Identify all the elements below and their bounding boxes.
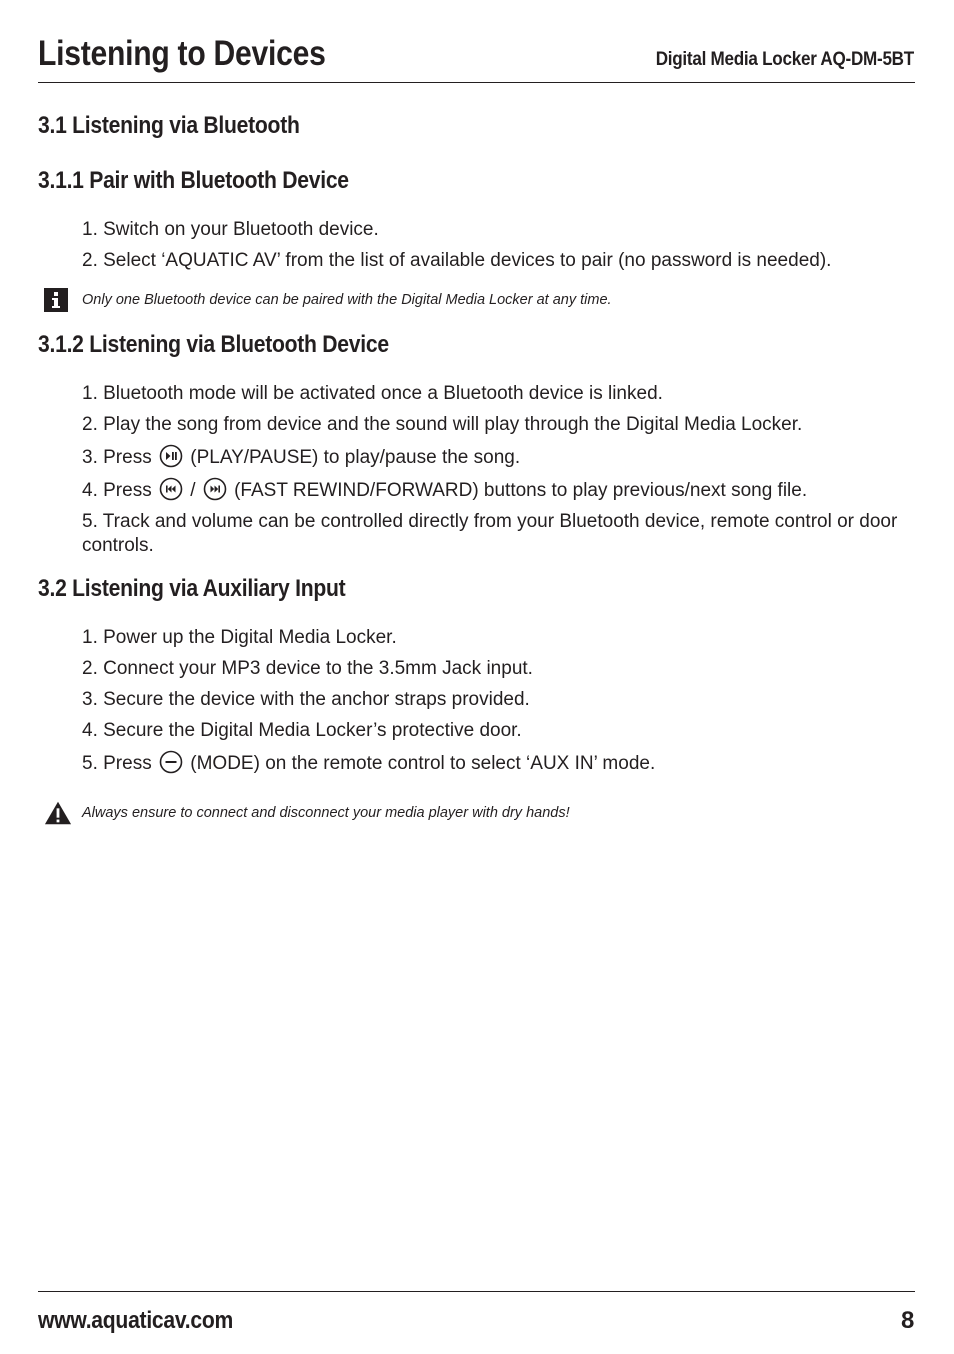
list-item: 1. Switch on your Bluetooth device.	[82, 219, 379, 240]
section-heading-3-1-1: 3.1.1 Pair with Bluetooth Device	[38, 167, 349, 194]
rewind-icon	[159, 477, 183, 501]
mode-description: (MODE) on the remote control to select ‘AUX IN’ mode.	[190, 753, 656, 774]
footer-url: www.aquaticav.com	[38, 1307, 234, 1334]
product-name: Digital Media Locker AQ-DM-5BT	[655, 49, 914, 70]
separator-text: /	[190, 480, 196, 501]
rewind-forward-description: (FAST REWIND/FORWARD) buttons to play previous/next song file.	[234, 480, 808, 501]
warning-note-text: Always ensure to connect and disconnect your media player with dry hands!	[82, 805, 570, 821]
header-divider	[38, 82, 915, 83]
info-note-text: Only one Bluetooth device can be paired with the Digital Media Locker at any time.	[82, 292, 612, 308]
pairing-steps-list	[82, 218, 914, 280]
list-item: 4. Secure the Digital Media Locker’s protective door.	[82, 720, 522, 741]
info-note	[44, 288, 612, 312]
list-item: 3. Secure the device with the anchor straps provided.	[82, 689, 530, 710]
warning-icon	[44, 800, 72, 826]
bluetooth-steps-list	[82, 382, 914, 565]
list-item: 1. Power up the Digital Media Locker.	[82, 627, 397, 648]
list-item: 2. Play the song from device and the sound will play through the Digital Media Locker.	[82, 414, 803, 435]
press-text: 5. Press	[82, 753, 152, 774]
press-text: 4. Press	[82, 480, 152, 501]
page-number: 8	[900, 1307, 914, 1334]
list-item	[82, 477, 914, 503]
aux-steps-list	[82, 626, 914, 783]
section-heading-3-1-2: 3.1.2 Listening via Bluetooth Device	[38, 331, 389, 358]
play-pause-description: (PLAY/PAUSE) to play/pause the song.	[190, 447, 521, 468]
list-item	[82, 750, 914, 776]
play-pause-icon	[159, 444, 183, 468]
section-heading-3-2: 3.2 Listening via Auxiliary Input	[38, 575, 346, 602]
list-item: 2. Connect your MP3 device to the 3.5mm Jack input.	[82, 658, 533, 679]
page-title: Listening to Devices	[38, 34, 326, 73]
warning-note	[44, 800, 570, 826]
mode-icon	[159, 750, 183, 774]
press-text: 3. Press	[82, 447, 152, 468]
list-item: 2. Select ‘AQUATIC AV’ from the list of available devices to pair (no password is needed).	[82, 250, 832, 271]
list-item	[82, 444, 914, 470]
list-item: 1. Bluetooth mode will be activated once a Bluetooth device is linked.	[82, 383, 663, 404]
section-heading-3-1: 3.1 Listening via Bluetooth	[38, 112, 300, 139]
list-item: 5. Track and volume can be controlled directly from your Bluetooth device, remote control or door controls.	[82, 511, 898, 556]
info-icon	[44, 288, 68, 312]
forward-icon	[203, 477, 227, 501]
footer-divider	[38, 1291, 915, 1292]
